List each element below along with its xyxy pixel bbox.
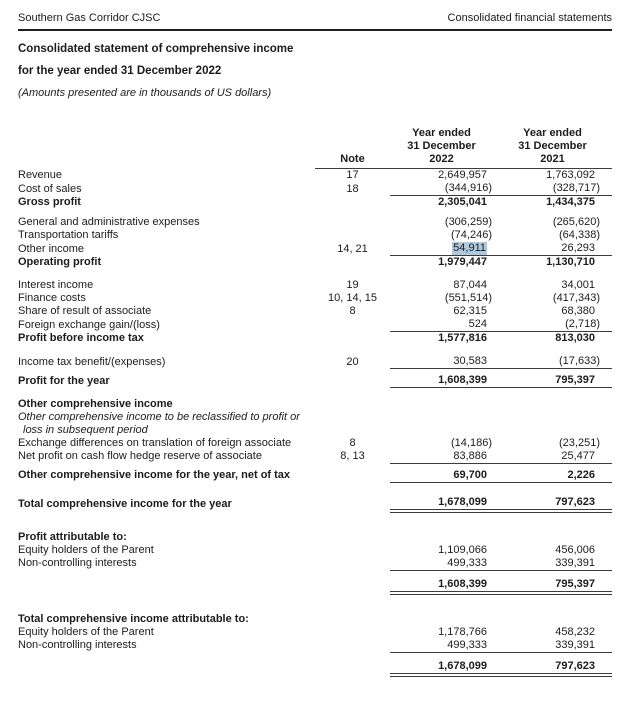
row-label: Profit attributable to: — [18, 530, 127, 543]
table-row — [18, 196, 612, 210]
amount-value: 2,226 — [567, 468, 595, 481]
table-row — [18, 332, 612, 346]
row-note-ref — [315, 369, 390, 388]
amount-value: 795,397 — [555, 374, 595, 386]
header-rule — [18, 29, 612, 31]
table-row — [18, 626, 612, 639]
row-amount-2021 — [493, 345, 612, 369]
row-amount-2022 — [390, 411, 493, 424]
table-row — [18, 305, 612, 318]
statement-title: Consolidated statement of comprehensive income — [18, 43, 294, 55]
statement-period: for the year ended 31 December 2022 — [18, 65, 222, 77]
row-note-ref — [315, 652, 390, 675]
amount-value: (551,514) — [444, 292, 492, 304]
amount-value: 1,109,066 — [438, 543, 487, 556]
row-note-ref — [315, 544, 390, 557]
row-label: Other comprehensive income — [18, 397, 173, 410]
col-header-empty — [18, 127, 315, 169]
table-row — [18, 544, 612, 557]
amount-value: 1,979,447 — [438, 256, 487, 268]
amount-value: (344,916) — [444, 182, 492, 194]
amount-value: 1,577,816 — [438, 332, 487, 344]
row-label: General and administrative expenses — [18, 216, 200, 228]
row-amount-2022 — [390, 229, 493, 242]
row-amount-2022 — [390, 593, 493, 626]
row-amount-2022 — [390, 652, 493, 675]
amount-value: 2,649,957 — [438, 169, 487, 181]
row-label: Income tax benefit/(expenses) — [18, 355, 166, 368]
row-note-ref — [315, 318, 390, 332]
row-amount-2021 — [493, 318, 612, 332]
amount-value: 795,397 — [555, 577, 595, 590]
row-note-ref: 14, 21 — [337, 242, 368, 255]
amount-value: 87,044 — [453, 279, 487, 291]
row-label: Foreign exchange gain/(loss) — [18, 318, 160, 331]
amount-value: 524 — [468, 318, 487, 330]
row-label: Exchange differences on translation of foreign associate — [18, 436, 292, 449]
amount-value: 1,678,099 — [438, 495, 487, 508]
amount-value: 1,608,399 — [438, 374, 487, 386]
row-amount-2022 — [390, 570, 493, 593]
row-label: loss in subsequent period — [23, 423, 148, 436]
row-amount-2022 — [390, 318, 493, 332]
row-note-ref — [315, 229, 390, 242]
row-amount-2021 — [493, 593, 612, 626]
amount-value: (2,718) — [565, 318, 600, 330]
row-label: Finance costs — [18, 292, 86, 304]
document-type: Consolidated financial statements — [447, 12, 612, 24]
row-amount-2021 — [493, 209, 612, 229]
row-note-ref — [315, 196, 390, 210]
row-amount-2022 — [390, 388, 493, 411]
row-amount-2022 — [390, 450, 493, 464]
row-note-ref — [315, 570, 390, 593]
amount-value: 69,700 — [453, 468, 487, 481]
row-amount-2022 — [390, 511, 493, 544]
row-label: Equity holders of the Parent — [18, 625, 154, 638]
table-row — [18, 269, 612, 292]
row-amount-2021 — [493, 242, 612, 256]
amounts-unit-note: (Amounts presented are in thousands of US dollars) — [18, 87, 272, 99]
amount-value: (74,246) — [451, 229, 492, 241]
row-note-ref: 20 — [346, 355, 359, 368]
amount-value: 30,583 — [453, 355, 487, 367]
col-header-year-2022: Year ended 31 December 2022 — [390, 127, 493, 169]
row-amount-2022 — [390, 639, 493, 653]
row-amount-2021 — [493, 482, 612, 511]
row-amount-2022 — [390, 345, 493, 369]
row-label: Non-controlling interests — [18, 639, 137, 651]
highlighted-value: 54,911 — [453, 242, 486, 254]
row-amount-2021 — [493, 544, 612, 557]
row-amount-2022 — [390, 182, 493, 196]
table-row — [18, 369, 612, 388]
row-label: Interest income — [18, 279, 94, 291]
table-row — [18, 570, 612, 593]
row-note-ref: 18 — [346, 182, 359, 195]
row-label: Net profit on cash flow hedge reserve of associate — [18, 450, 262, 462]
row-amount-2022 — [390, 269, 493, 292]
row-amount-2021 — [493, 450, 612, 464]
row-amount-2022 — [390, 369, 493, 388]
row-amount-2022 — [390, 292, 493, 305]
table-row — [18, 482, 612, 511]
row-amount-2022 — [390, 256, 493, 270]
row-amount-2021 — [493, 182, 612, 196]
row-amount-2021 — [493, 196, 612, 210]
row-note-ref: 8 — [349, 305, 356, 317]
table-row — [18, 182, 612, 196]
amount-value: 25,477 — [561, 449, 595, 462]
row-amount-2021 — [493, 369, 612, 388]
amount-value: 68,380 — [561, 305, 595, 317]
row-note-ref — [315, 256, 390, 270]
row-amount-2021 — [493, 169, 612, 183]
row-amount-2021 — [493, 292, 612, 305]
row-label — [18, 652, 315, 675]
page-header — [18, 12, 612, 25]
amount-value: 1,608,399 — [438, 577, 487, 590]
amount-value: 339,391 — [555, 556, 595, 569]
amount-value: 2,305,041 — [438, 196, 487, 208]
amount-value: 339,391 — [555, 638, 595, 651]
col-header-year-2021: Year ended 31 December 2021 — [493, 127, 612, 169]
row-label: Equity holders of the Parent — [18, 543, 154, 556]
row-label: Other income — [18, 242, 85, 255]
row-amount-2021 — [493, 256, 612, 270]
row-label: Profit before income tax — [18, 332, 144, 344]
amount-value: 34,001 — [561, 279, 595, 291]
row-note-ref — [315, 593, 390, 626]
row-label: Other comprehensive income to be reclassified to profit or — [18, 410, 300, 423]
row-label: Gross profit — [18, 196, 81, 208]
row-amount-2021 — [493, 626, 612, 639]
row-note-ref: 8 — [349, 436, 356, 449]
row-amount-2022 — [390, 544, 493, 557]
amount-value: 62,315 — [453, 305, 487, 317]
row-amount-2022 — [390, 437, 493, 450]
amount-value: 83,886 — [453, 449, 487, 462]
table-row — [18, 593, 612, 626]
amount-value: 1,130,710 — [546, 256, 595, 268]
row-note-ref — [315, 463, 390, 482]
amount-value: (14,186) — [451, 436, 492, 449]
row-label: Other comprehensive income for the year, net of tax — [18, 469, 291, 481]
row-amount-2021 — [493, 332, 612, 346]
table-row — [18, 463, 612, 482]
row-amount-2021 — [493, 570, 612, 593]
row-amount-2021 — [493, 463, 612, 482]
col-header-note: Note — [315, 127, 390, 169]
amount-value: (64,338) — [559, 229, 600, 241]
row-note-ref — [315, 482, 390, 511]
row-label: Total comprehensive income attributable to: — [18, 612, 249, 625]
row-amount-2022 — [390, 463, 493, 482]
row-label: Cost of sales — [18, 182, 82, 195]
table-row — [18, 229, 612, 242]
amount-value: 1,763,092 — [546, 169, 595, 181]
table-row — [18, 242, 612, 256]
row-amount-2021 — [493, 305, 612, 318]
row-amount-2021 — [493, 269, 612, 292]
amount-value: (328,717) — [552, 182, 600, 194]
row-amount-2021 — [493, 511, 612, 544]
row-label: Operating profit — [18, 256, 102, 268]
row-amount-2022 — [390, 557, 493, 571]
row-amount-2021 — [493, 437, 612, 450]
row-amount-2022 — [390, 305, 493, 318]
row-note-ref: 8, 13 — [340, 450, 365, 462]
row-amount-2022 — [390, 196, 493, 210]
table-row — [18, 424, 612, 437]
table-row — [18, 169, 612, 183]
row-label: Transportation tariffs — [18, 229, 119, 241]
row-label: Non-controlling interests — [18, 557, 137, 569]
amount-value: (306,259) — [444, 216, 492, 228]
table-row — [18, 557, 612, 571]
comprehensive-income-table — [18, 127, 612, 677]
row-note-ref: 19 — [346, 279, 359, 291]
row-amount-2021 — [493, 424, 612, 437]
row-amount-2021 — [493, 557, 612, 571]
amount-value: 1,434,375 — [546, 196, 595, 208]
row-note-ref — [315, 511, 390, 544]
amount-value: 797,623 — [555, 659, 595, 672]
row-amount-2022 — [390, 482, 493, 511]
table-row — [18, 318, 612, 332]
row-amount-2021 — [493, 652, 612, 675]
table-body — [18, 169, 612, 675]
row-label: Profit for the year — [18, 374, 110, 387]
amount-value: 456,006 — [555, 543, 595, 556]
table-row — [18, 450, 612, 464]
table-row — [18, 388, 612, 411]
row-amount-2021 — [493, 411, 612, 424]
amount-value: 499,333 — [447, 638, 487, 651]
amount-value: 499,333 — [447, 556, 487, 569]
row-label: Total comprehensive income for the year — [18, 497, 232, 510]
amount-value: (417,343) — [552, 292, 600, 304]
row-amount-2022 — [390, 209, 493, 229]
table-row — [18, 345, 612, 369]
amount-value: 797,623 — [555, 495, 595, 508]
table-header-row — [18, 127, 612, 169]
row-amount-2022 — [390, 242, 493, 256]
amount-value: (265,620) — [552, 216, 600, 228]
amount-value: 458,232 — [555, 625, 595, 638]
table-row — [18, 652, 612, 675]
row-note-ref — [315, 209, 390, 229]
table-row — [18, 511, 612, 544]
amount-value: 1,678,099 — [438, 659, 487, 672]
table-row — [18, 437, 612, 450]
amount-value: (23,251) — [559, 436, 600, 449]
row-note-ref — [315, 424, 390, 437]
row-amount-2022 — [390, 424, 493, 437]
row-amount-2022 — [390, 626, 493, 639]
row-label — [18, 570, 315, 593]
table-row — [18, 292, 612, 305]
row-amount-2021 — [493, 639, 612, 653]
amount-value: 813,030 — [555, 332, 595, 344]
table-row — [18, 209, 612, 229]
row-note-ref — [315, 411, 390, 424]
table-row — [18, 256, 612, 270]
row-note-ref: 17 — [346, 169, 359, 181]
row-label: Revenue — [18, 169, 63, 181]
row-label: Share of result of associate — [18, 305, 152, 317]
amount-value: (17,633) — [559, 355, 600, 367]
row-note-ref — [315, 557, 390, 571]
row-amount-2022 — [390, 169, 493, 183]
row-note-ref — [315, 626, 390, 639]
company-name: Southern Gas Corridor CJSC — [18, 12, 161, 24]
row-note-ref: 10, 14, 15 — [328, 292, 377, 304]
table-row — [18, 411, 612, 424]
amount-value: 1,178,766 — [438, 625, 487, 638]
row-amount-2021 — [493, 229, 612, 242]
row-note-ref — [315, 388, 390, 411]
row-note-ref — [315, 332, 390, 346]
table-row — [18, 639, 612, 653]
row-amount-2021 — [493, 388, 612, 411]
row-note-ref — [315, 639, 390, 653]
amount-value: 26,293 — [561, 242, 595, 254]
row-amount-2022 — [390, 332, 493, 346]
